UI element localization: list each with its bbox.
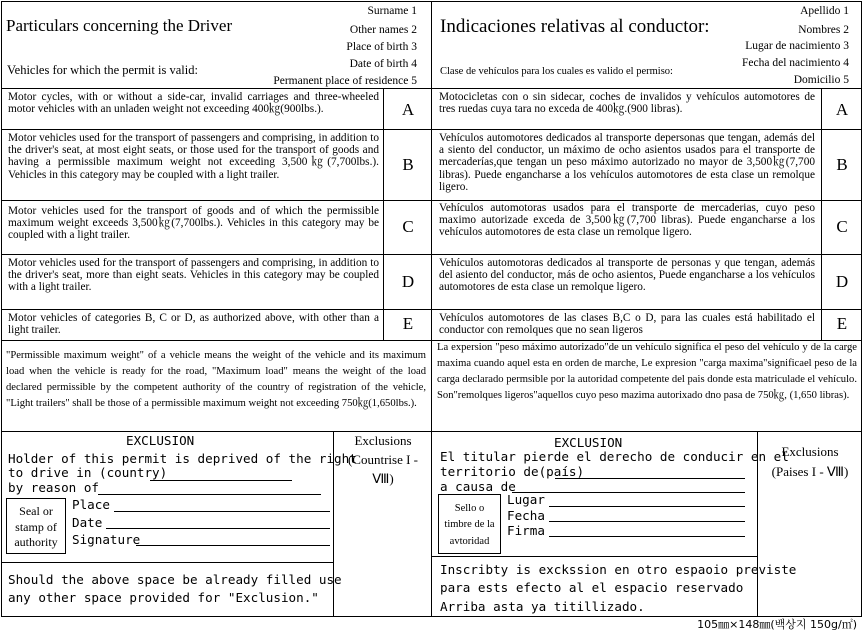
- row-line-ab: [1, 129, 862, 130]
- signature-label-es: Firma: [507, 523, 545, 538]
- exclusion-line2-en: to drive in (country): [8, 465, 168, 480]
- exclusion-line1-en: Holder of this permit is deprived of the right: [8, 451, 357, 466]
- exclusions-countries-es: Exclusions (Paises I - Ⅷ): [771, 444, 849, 479]
- country-field-es[interactable]: [555, 478, 745, 479]
- letter-col-left: [383, 88, 384, 340]
- row-line-cd: [1, 254, 862, 255]
- signature-field-en[interactable]: [136, 545, 330, 546]
- category-b-letter-es: B: [836, 155, 848, 174]
- category-a-en: Motor cycles, with or without a side-car, invalid carriages and three-wheeled motor vehicles with an unladen weight not exceeding 400㎏(900lbs.).: [8, 91, 379, 116]
- row-line-bc: [1, 200, 862, 201]
- country-field-en[interactable]: [150, 480, 292, 481]
- category-e-en: Motor vehicles of categories B, C or D, as authorized above, with other than a light trailer.: [8, 312, 379, 337]
- reason-field-es[interactable]: [512, 492, 745, 493]
- driver-field-date-of-birth: Date of birth 4: [349, 58, 417, 70]
- exclusion-note-line-es: [431, 556, 757, 557]
- table-top-line: [1, 88, 862, 89]
- letter-col-right: [821, 88, 822, 340]
- exclusion-line2-es: territorio de(país): [440, 464, 585, 479]
- category-b-en: Motor vehicles used for the transport of passengers and comprising, in addition to the driver's seat, at most eight seats, or those used for the transport of goods and having a permissible maximum weight not exceeding 3,500㎏(7,700lbs.). Vehicles in this category may be coupled with a light trailer.: [8, 132, 379, 181]
- vehicles-valid-en: Vehicles for which the permit is valid:: [7, 63, 198, 77]
- category-c-letter-en: C: [402, 217, 414, 236]
- seal-label-en: Seal or stamp of authority: [14, 504, 58, 550]
- footer-size-note: 105㎜×148㎜(백상지 150g/㎡): [697, 618, 857, 631]
- category-d-letter-es: D: [835, 272, 849, 291]
- signature-field-es[interactable]: [549, 536, 745, 537]
- category-a-es: Motocicletas con o sin sidecar, coches de invalidos y vehículos automotores de tres ruedas cuya tara no exceda de 400㎏.(900 libras).: [439, 91, 815, 116]
- signature-label-en: Signature: [72, 532, 141, 547]
- definitions-es: La expersion "peso máximo autorizado"de un vehículo significa el peso del vehículo y de la carge maxima cuando aquel esta en orden de marche, Le expresion "carga maxima"significael peso de la carga declarado permsible por la autoridad competente del pais donde esta matriculade el vehículo. Son"remolques ligeros"aquellos cuyo peso mazima autorixado dno pasa de 750㎏, (1,650 libras).: [437, 342, 857, 401]
- driver-title-en: Particulars concerning the Driver: [6, 16, 233, 35]
- driver-title-es: Indicaciones relativas al conductor:: [440, 16, 710, 37]
- reason-field-en[interactable]: [98, 494, 321, 495]
- category-e-letter-en: E: [402, 314, 414, 333]
- driver-field-residence: Permanent place of residence 5: [273, 75, 417, 87]
- driver-field-lugar: Lugar de nacimiento 3: [745, 40, 849, 52]
- driver-field-fecha: Fecha del nacimiento 4: [742, 57, 849, 69]
- date-field-en[interactable]: [106, 528, 330, 529]
- category-d-en: Motor vehicles used for the transport of passengers and comprising, in addition to the driver's seat, more than eight seats. Vehicles in this category may be coupled with a light trailer.: [8, 257, 379, 294]
- exclusion-line3-es: a causa de: [440, 479, 516, 494]
- exclusion-line3-en: by reason of: [8, 480, 99, 495]
- category-c-en: Motor vehicles used for the transport of goods and of which the permissible maximum weight exceeds 3,500㎏(7,700lbs.). Vehicles in this category may be coupled with a light trailer.: [8, 205, 379, 242]
- exclusion-heading-es: EXCLUSION: [554, 435, 623, 450]
- category-b-letter-en: B: [402, 155, 414, 174]
- place-field-en[interactable]: [114, 511, 330, 512]
- category-d-letter-en: D: [401, 272, 415, 291]
- category-a-letter-en: A: [401, 100, 415, 119]
- category-e-letter-es: E: [836, 314, 848, 333]
- row-line-de: [1, 309, 862, 310]
- place-field-es[interactable]: [549, 506, 745, 507]
- category-b-es: Vehículos automotores dedicados al transporte depersonas que tengan, además del a siento del conductor, un máximo de ocho asientos usados para el transporte de mercaderías,que tengan un peso máximo autorizado no mayor de 3,500㎏(7,700 libras). Puede engancharse a los vehículos automotores de esta clase un remolque ligero.: [439, 132, 815, 193]
- driver-field-apellido: Apellido 1: [800, 5, 849, 17]
- exclusion-note-en: Should the above space be already filled use any other space provided for "Exclusion.": [8, 572, 342, 606]
- driver-field-domicilio: Domicilio 5: [793, 74, 849, 86]
- exclusion-line1-es: El titular pierde el derecho de conducir en el: [440, 449, 789, 464]
- exclusion-note-es: Inscribty is exckssion en otro espaoio previste para ests efecto al el espacio reservado Arriba asta ya titillizado.: [440, 562, 797, 614]
- driver-field-nombres: Nombres 2: [798, 24, 849, 36]
- category-a-letter-es: A: [835, 100, 849, 119]
- date-field-es[interactable]: [549, 521, 745, 522]
- category-d-es: Vehículos automotoras dedicados al transporte de personas y que tengan, además del asiento del conductor, más de ocho asientos, Puede engancharse a los vehículos automotores de esta clase un remolque ligero.: [439, 257, 815, 294]
- driver-field-other-names: Other names 2: [349, 24, 417, 36]
- vehicles-valid-es: Clase de vehículos para los cuales es valido el permiso:: [440, 66, 673, 77]
- category-c-es: Vehículos automotoras usados para el transporte de mercaderias, cuyo peso maximo autorizade exceda de 3,500㎏(7,700 libras). Puede engancharse a los vehículos automotores de esta clase un remolque ligero.: [439, 202, 815, 239]
- seal-label-es: Sello o timbre de la avtoridad: [444, 503, 495, 547]
- place-label-es: Lugar: [507, 492, 545, 507]
- date-label-es: Fecha: [507, 508, 545, 523]
- driver-field-place-of-birth: Place of birth 3: [346, 41, 417, 53]
- place-label-en: Place: [72, 497, 110, 512]
- date-label-en: Date: [72, 515, 103, 530]
- definitions-en: "Permissible maximum weight" of a vehicle means the weight of the vehicle and its maximum load when the vehicle is ready for the road, "Maximum load" means the weight of the load declared permissible by the competent authority of the country of registration of the vehicle, "Light trailers" shall be those of a permissible maximum weight not exceeding 750㎏(1,650lbs.).: [6, 350, 426, 409]
- category-c-letter-es: C: [836, 217, 848, 236]
- driver-field-surname: Surname 1: [367, 5, 417, 17]
- exclusions-countries-en: Exclusions (Countrise I - Ⅷ): [347, 433, 419, 486]
- exclusion-top-line: [1, 431, 862, 432]
- exclusion-note-line-en: [1, 562, 333, 563]
- exclusion-heading-en: EXCLUSION: [126, 433, 195, 448]
- category-e-es: Vehículos automotores de las clases B,C o D, para las cuales está habilitado el conductor con remolques que no sean ligeros: [439, 312, 815, 337]
